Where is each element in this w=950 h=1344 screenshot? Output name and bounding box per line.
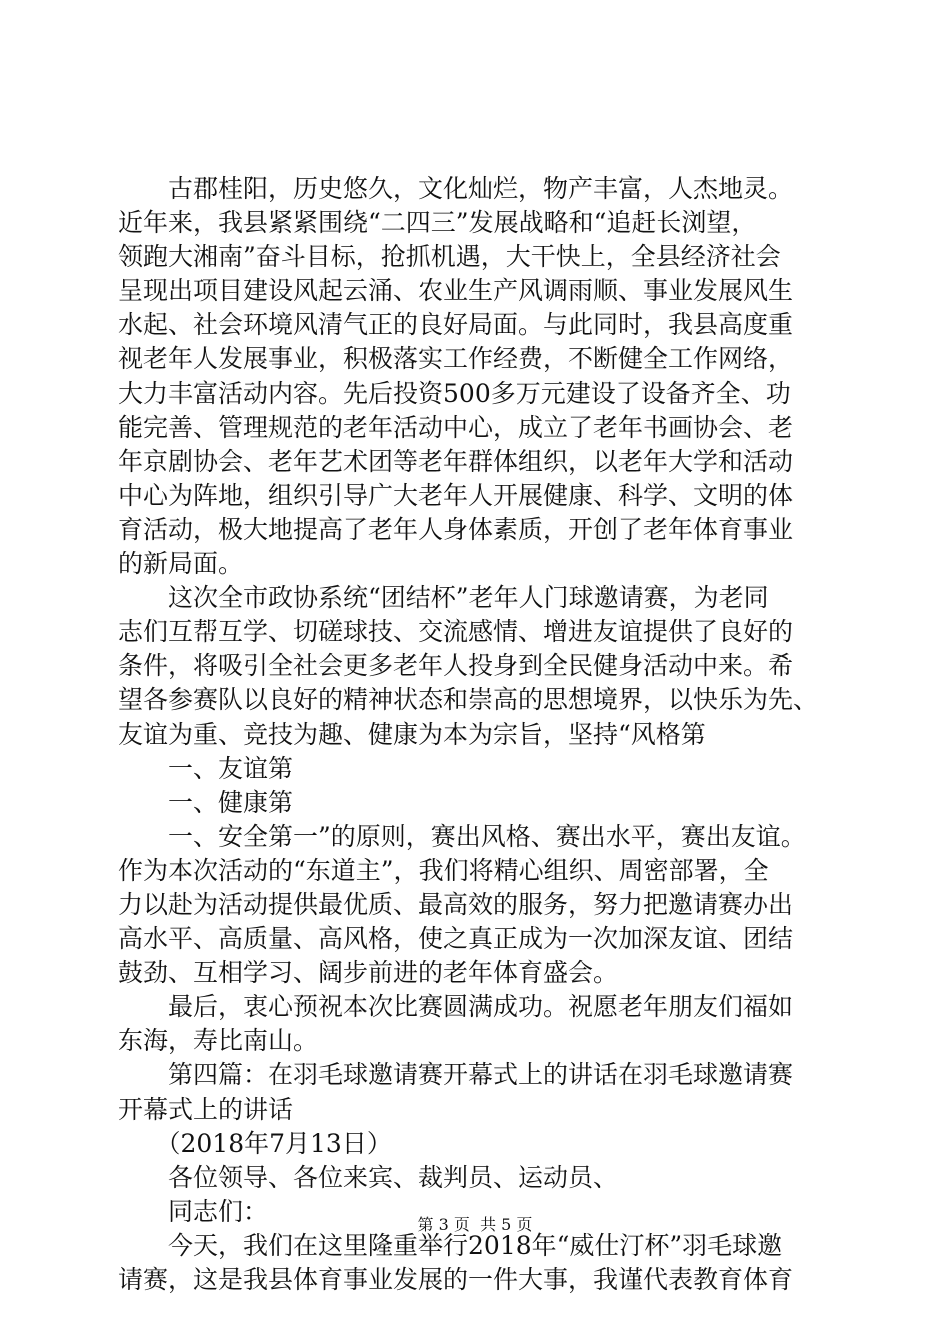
text-line: 育活动，极大地提高了老年人身体素质，开创了老年体育事业: [118, 514, 794, 544]
text-line: 的新局面。: [118, 549, 244, 579]
text-line: 一、友谊第: [118, 753, 294, 783]
text-line: 各位领导、各位来宾、裁判员、运动员、: [118, 1162, 619, 1192]
document-body: [118, 172, 838, 1297]
text-line: 力以赴为活动提供最优质、最高效的服务，努力把邀请赛办出: [118, 889, 794, 919]
text-line: 视老年人发展事业，积极落实工作经费，不断健全工作网络，: [118, 344, 794, 374]
text-line: 今天，我们在这里隆重举行2018年“威仕汀杯”羽毛球邀: [118, 1230, 783, 1260]
text-line: 水起、社会环境风清气正的良好局面。与此同时，我县高度重: [118, 310, 794, 340]
text-line: 请赛，这是我县体育事业发展的一件大事，我谨代表教育体育: [118, 1265, 794, 1294]
text-line: 鼓劲、互相学习、阔步前进的老年体育盛会。: [118, 958, 619, 988]
text-line: 中心为阵地，组织引导广大老年人开展健康、科学、文明的体: [118, 480, 794, 510]
text-line: 高水平、高质量、高风格，使之真正成为一次加深友谊、团结: [118, 924, 794, 954]
text-line: 一、健康第: [118, 787, 294, 817]
text-line: 望各参赛队以良好的精神状态和崇高的思想境界，以快乐为先、: [118, 685, 819, 715]
text-line: 领跑大湘南”奋斗目标，抢抓机遇，大干快上，全县经济社会: [118, 242, 781, 272]
text-line: 这次全市政协系统“团结杯”老年人门球邀请赛，为老同: [118, 583, 769, 613]
text-line: 友谊为重、竞技为趣、健康为本为宗旨，坚持“风格第: [118, 719, 706, 749]
text-line: 同志们：: [118, 1196, 269, 1226]
text-line: 近年来，我县紧紧围绕“二四三”发展战略和“追赶长浏望，: [118, 208, 757, 238]
text-line: 呈现出项目建设风起云涌、农业生产风调雨顺、事业发展风生: [118, 276, 794, 306]
text-line: 志们互帮互学、切磋球技、交流感情、增进友谊提供了良好的: [118, 617, 794, 647]
text-line: 年京剧协会、老年艺术团等老年群体组织，以老年大学和活动: [118, 446, 794, 476]
text-line: （2018年7月13日）: [118, 1128, 392, 1158]
text-line: 最后，衷心预祝本次比赛圆满成功。祝愿老年朋友们福如: [118, 992, 794, 1022]
page-number-footer: 第 3 页 共 5 页: [417, 1215, 533, 1234]
text-line: 作为本次活动的“东道主”，我们将精心组织、周密部署，全: [118, 855, 769, 885]
text-line: 东海，寿比南山。: [118, 1026, 319, 1056]
text-line: 大力丰富活动内容。先后投资500多万元建设了设备齐全、功: [118, 378, 791, 408]
text-line: 能完善、管理规范的老年活动中心，成立了老年书画协会、老: [118, 412, 794, 442]
text-line: 第四篇：在羽毛球邀请赛开幕式上的讲话在羽毛球邀请赛: [118, 1060, 794, 1090]
text-line: 一、安全第一”的原则，赛出风格、赛出水平，赛出友谊。: [118, 821, 806, 851]
text-line: 条件，将吸引全社会更多老年人投身到全民健身活动中来。希: [118, 651, 794, 681]
text-line: 古郡桂阳，历史悠久，文化灿烂，物产丰富，人杰地灵。: [118, 174, 794, 203]
text-line: 开幕式上的讲话: [118, 1094, 294, 1124]
